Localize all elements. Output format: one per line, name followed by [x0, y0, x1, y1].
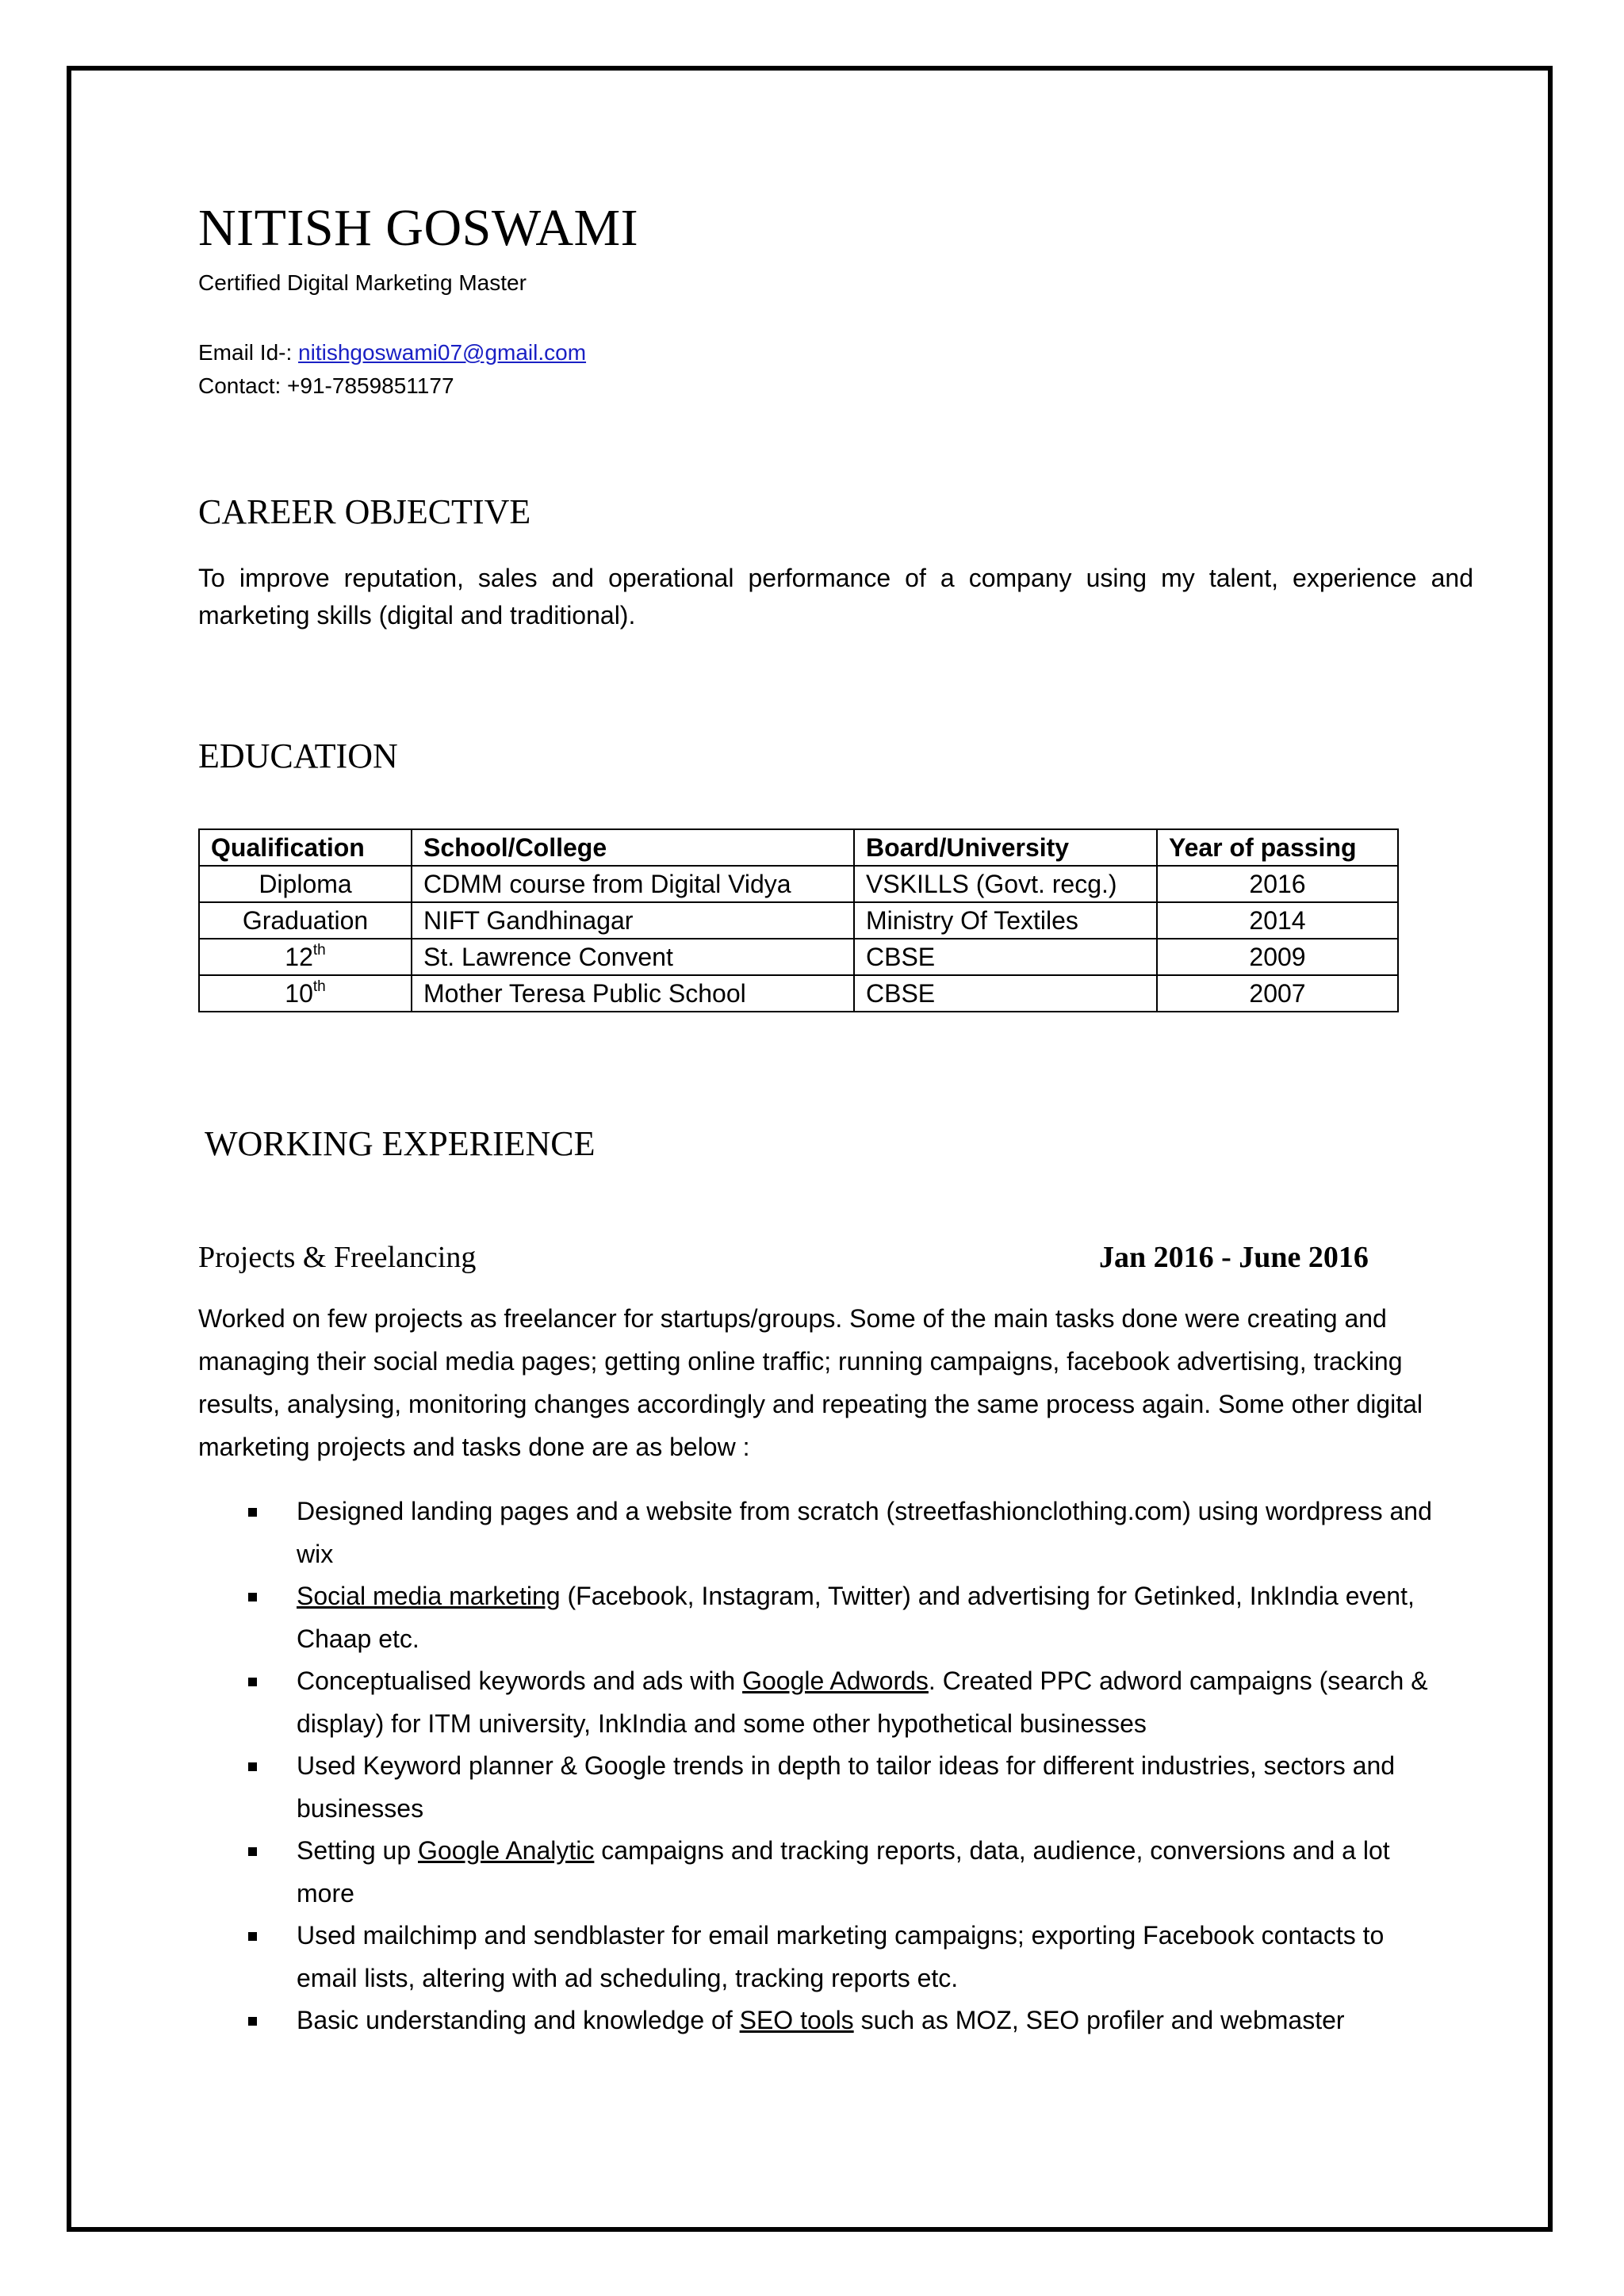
qualification-cell: 12th — [199, 939, 412, 975]
table-row — [199, 902, 1398, 939]
board-cell: CBSE — [854, 975, 1157, 1012]
education-table — [198, 828, 1399, 1012]
year-cell: 2009 — [1157, 939, 1398, 975]
task-list — [198, 1490, 1443, 2042]
candidate-subtitle: Certified Digital Marketing Master — [198, 270, 527, 295]
column-header: School/College — [412, 829, 854, 866]
table-row — [199, 939, 1398, 975]
job-dates: Jan 2016 - June 2016 — [1099, 1241, 1369, 1274]
column-header: Board/University — [854, 829, 1157, 866]
table-row — [199, 975, 1398, 1012]
column-header: Qualification — [199, 829, 412, 866]
bullet-square-icon — [248, 1678, 257, 1686]
bullet-square-icon — [248, 1847, 257, 1856]
bullet-square-icon — [248, 1762, 257, 1771]
job-title: Projects & Freelancing — [198, 1241, 477, 1274]
candidate-name: NITISH GOSWAMI — [198, 199, 639, 257]
google-analytic-link[interactable]: Google Analytic — [418, 1836, 595, 1865]
list-item: Used Keyword planner & Google trends in depth to tailor ideas for different industries, sectors and businesses — [198, 1745, 1443, 1830]
email-link[interactable]: nitishgoswami07@gmail.com — [298, 340, 587, 365]
board-cell: Ministry Of Textiles — [854, 902, 1157, 939]
list-item: Setting up Google Analytic campaigns and tracking reports, data, audience, conversions and a lot more — [198, 1830, 1443, 1915]
year-cell: 2007 — [1157, 975, 1398, 1012]
qualification-cell: Graduation — [199, 902, 412, 939]
list-item: Social media marketing (Facebook, Instagram, Twitter) and advertising for Getinked, InkIndia event, Chaap etc. — [198, 1575, 1443, 1660]
school-cell: NIFT Gandhinagar — [412, 902, 854, 939]
list-item: Conceptualised keywords and ads with Google Adwords. Created PPC adword campaigns (search & display) for ITM university, InkIndia and some other hypothetical businesses — [198, 1660, 1443, 1745]
bullet-square-icon — [248, 1508, 257, 1517]
school-cell: CDMM course from Digital Vidya — [412, 866, 854, 902]
list-item: Basic understanding and knowledge of SEO tools such as MOZ, SEO profiler and webmaster — [198, 1999, 1443, 2042]
board-cell: CBSE — [854, 939, 1157, 975]
working-experience-heading: WORKING EXPERIENCE — [205, 1124, 596, 1163]
table-row — [199, 866, 1398, 902]
qualification-cell: Diploma — [199, 866, 412, 902]
qualification-cell: 10th — [199, 975, 412, 1012]
seo-tools-link[interactable]: SEO tools — [739, 2006, 854, 2034]
email-line — [198, 340, 586, 365]
email-label: Email Id-: — [198, 340, 299, 365]
school-cell: St. Lawrence Convent — [412, 939, 854, 975]
year-cell: 2016 — [1157, 866, 1398, 902]
career-objective-heading: CAREER OBJECTIVE — [198, 492, 531, 531]
education-table-header — [199, 829, 1398, 866]
education-heading: EDUCATION — [198, 737, 398, 775]
bullet-square-icon — [248, 1932, 257, 1941]
list-item: Used mailchimp and sendblaster for email marketing campaigns; exporting Facebook contacts to email lists, altering with ad scheduling, tracking reports etc. — [198, 1915, 1443, 1999]
bullet-square-icon — [248, 2017, 257, 2026]
contact-line: Contact: +91-7859851177 — [198, 373, 454, 398]
career-objective-text: To improve reputation, sales and operational performance of a company using my talent, experience and marketing skills (digital and traditional). — [198, 564, 1473, 629]
school-cell: Mother Teresa Public School — [412, 975, 854, 1012]
google-adwords-link[interactable]: Google Adwords — [742, 1667, 929, 1695]
job-description: Worked on few projects as freelancer for startups/groups. Some of the main tasks done were creating and managing their social media pages; getting online traffic; running campaigns, facebook advertising, tracking results, analysing, monitoring changes accordingly and repeating the same process again. Some other digital marketing projects and tasks done are as below : — [198, 1304, 1423, 1461]
column-header: Year of passing — [1157, 829, 1398, 866]
list-item: Designed landing pages and a website from scratch (streetfashionclothing.com) using wordpress and wix — [198, 1490, 1443, 1575]
bullet-square-icon — [248, 1593, 257, 1601]
year-cell: 2014 — [1157, 902, 1398, 939]
board-cell: VSKILLS (Govt. recg.) — [854, 866, 1157, 902]
social-media-marketing-link[interactable]: Social media marketing — [297, 1582, 561, 1610]
